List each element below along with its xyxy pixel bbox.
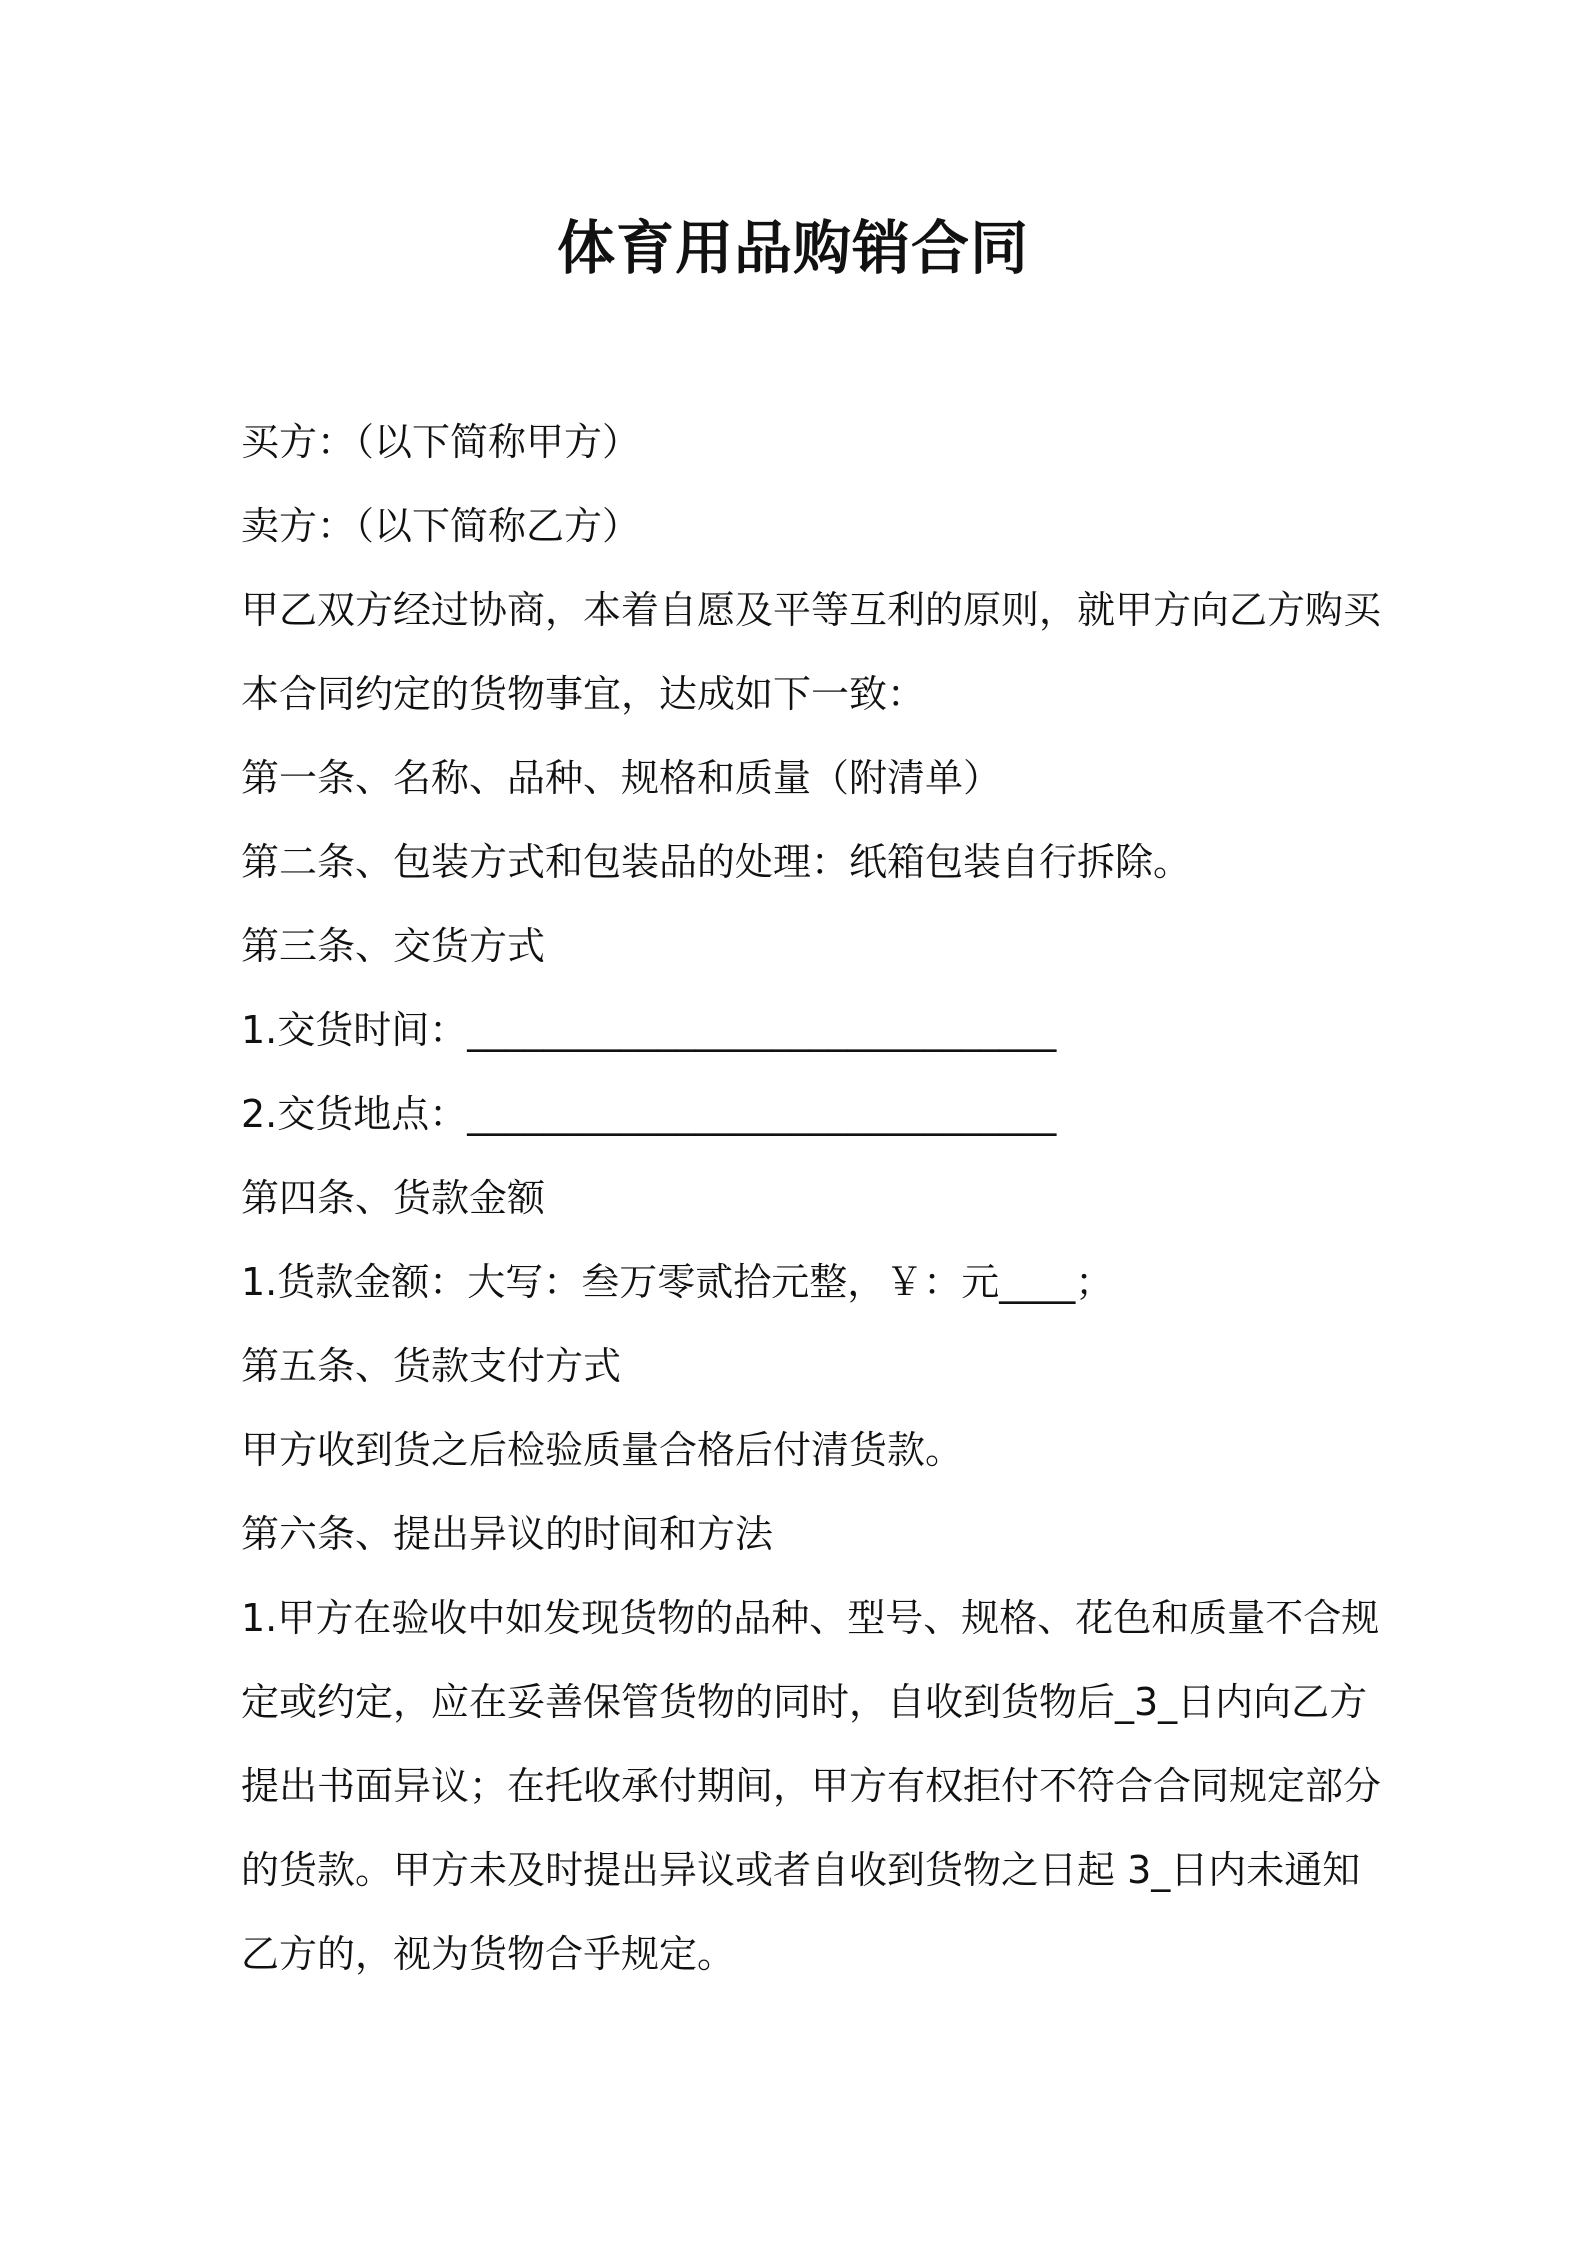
objection-line-2: 定或约定，应在妥善保管货物的同时，自收到货物后_3_日内向乙方 (241, 1680, 1368, 1724)
payment-method: 甲方收到货之后检验质量合格后付清货款。 (241, 1428, 964, 1472)
article-4-heading: 第四条、货款金额 (241, 1176, 546, 1220)
objection-line-4: 的货款。甲方未及时提出异议或者自收到货物之日起 3_日内未通知 (241, 1848, 1361, 1892)
party-seller: 卖方：（以下简称乙方） (241, 504, 641, 548)
preamble-line-2: 本合同约定的货物事宜，达成如下一致： (241, 672, 926, 716)
article-3-heading: 第三条、交货方式 (241, 924, 546, 968)
objection-line-5: 乙方的，视为货物合乎规定。 (241, 1932, 736, 1976)
document-body (241, 400, 1382, 1996)
party-buyer: 买方：（以下简称甲方） (241, 420, 641, 464)
objection-line-1: 1.甲方在验收中如发现货物的品种、型号、规格、花色和质量不合规 (241, 1596, 1380, 1640)
payment-amount: 1.货款金额：大写：叁万零贰拾元整，￥：元____； (241, 1260, 1114, 1304)
document-title: 体育用品购销合同 (556, 214, 1029, 282)
article-6-heading: 第六条、提出异议的时间和方法 (241, 1512, 774, 1556)
delivery-time: 1.交货时间：_______________________________ (241, 1008, 1057, 1052)
preamble-line-1: 甲乙双方经过协商，本着自愿及平等互利的原则，就甲方向乙方购买 (241, 588, 1382, 632)
article-5-heading: 第五条、货款支付方式 (241, 1344, 622, 1388)
delivery-place: 2.交货地点：_______________________________ (241, 1092, 1057, 1136)
article-2-heading: 第二条、包装方式和包装品的处理：纸箱包装自行拆除。 (241, 840, 1192, 884)
article-1-heading: 第一条、名称、品种、规格和质量（附清单） (241, 756, 1002, 800)
objection-line-3: 提出书面异议；在托收承付期间，甲方有权拒付不符合合同规定部分 (241, 1764, 1382, 1808)
